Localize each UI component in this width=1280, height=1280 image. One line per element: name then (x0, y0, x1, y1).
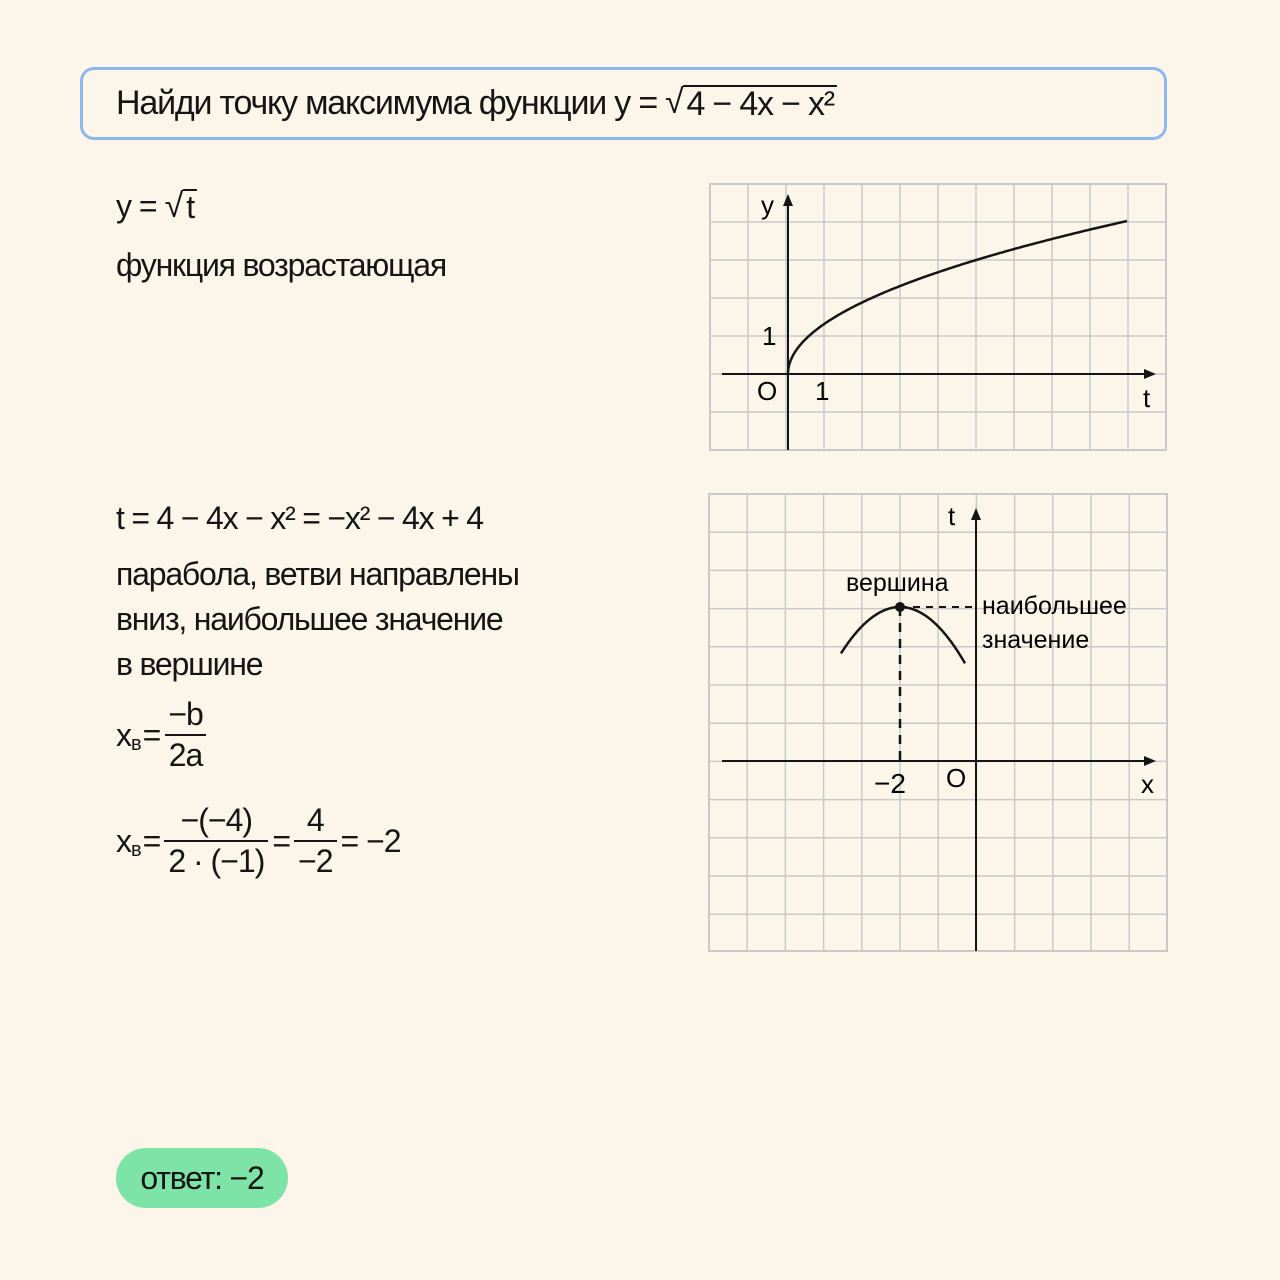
t-axis-label: t (948, 501, 956, 531)
xv-label: x (116, 716, 131, 753)
max-label-line1: наибольшее (982, 592, 1127, 620)
xv-label: x (116, 822, 131, 859)
parabola-desc-line3: в вершине (116, 646, 263, 682)
x-axis-label: x (1141, 769, 1154, 799)
max-label-line2: значение (982, 626, 1090, 654)
parabola-desc-line1: парабола, ветви направлены (116, 556, 519, 592)
fraction-simplified (294, 803, 336, 879)
xv-subscript: в (131, 732, 141, 755)
vertex-computation (116, 803, 401, 879)
y-axis-label: y (761, 190, 774, 220)
fraction-denominator: 2 · (−1) (164, 840, 268, 879)
xv-eq: = (142, 716, 161, 753)
t-axis-label: t (1143, 383, 1151, 413)
sqrt-sign-icon: √ (665, 82, 683, 121)
fraction-numerator: −(−4) (180, 802, 253, 838)
vertex-label: вершина (846, 569, 949, 597)
xv-subscript: в (131, 838, 141, 861)
origin-label: O (757, 376, 778, 406)
tick-label-t: 1 (815, 376, 830, 406)
fraction-denominator: 2a (165, 734, 207, 773)
fraction-numerator: −b (168, 696, 203, 732)
fraction-denominator: −2 (294, 840, 336, 879)
task-radicand: 4 − 4x − x² (683, 85, 836, 123)
origin-label: O (946, 763, 967, 793)
fraction-computed (164, 803, 268, 879)
step1-radicand: t (183, 189, 197, 225)
tick-label-y: 1 (762, 321, 777, 351)
sqrt-sign-icon: √ (164, 186, 183, 225)
parabola-desc-line2: вниз, наибольшее значение (116, 601, 503, 637)
answer-badge (116, 1148, 288, 1208)
vertex-result: = −2 (340, 822, 401, 859)
parabola-equation: t = 4 − 4x − x² = −x² − 4x + 4 (116, 500, 483, 536)
fraction-b-2a (164, 697, 206, 773)
step1-prefix: y = (116, 188, 157, 224)
answer-text: ответ: −2 (140, 1159, 264, 1196)
step1-description: функция возрастающая (116, 247, 446, 283)
vertex-x-label: −2 (874, 768, 906, 799)
fraction-numerator: 4 (306, 802, 324, 838)
vertex-point (895, 602, 905, 612)
equals-sign: = (272, 822, 291, 859)
task-text: Найди точку максимума функции y = (116, 84, 657, 122)
xv-eq: = (142, 822, 161, 859)
vertex-formula (116, 697, 211, 773)
